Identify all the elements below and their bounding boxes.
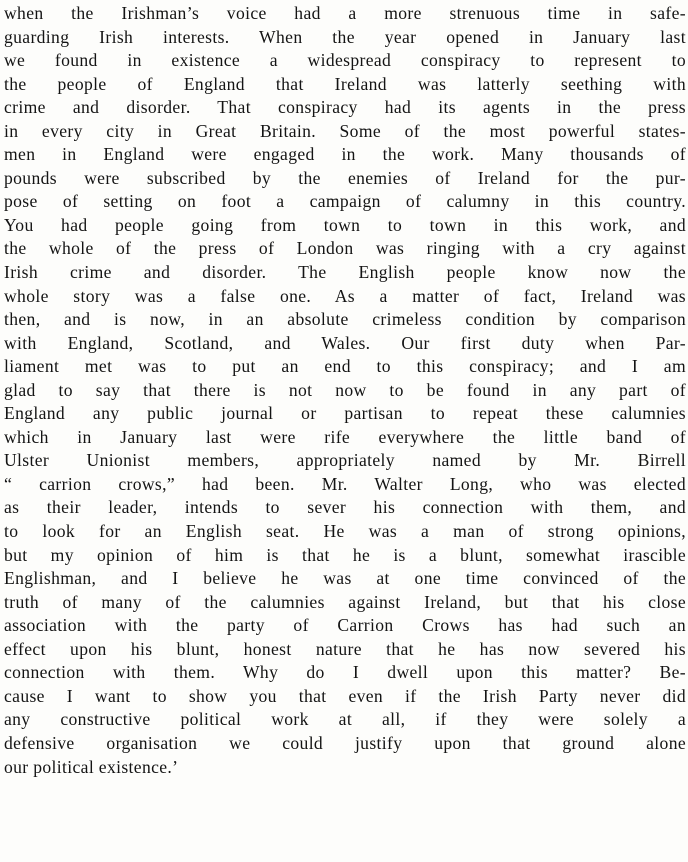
text-line: when the Irishman’s voice had a more strenuous time in safe- [4, 3, 686, 23]
text-line: the people of England that Ireland was latterly seething with [4, 73, 686, 94]
text-line: Irish crime and disorder. The English people know now the [4, 262, 686, 283]
text-line: any constructive political work at all, if they were solely a [4, 709, 686, 730]
text-line: effect upon his blunt, honest nature that he has now severed his [4, 638, 686, 659]
text-line: liament met was to put an end to this conspiracy; and I am [4, 356, 686, 377]
text-line: connection with them. Why do I dwell upon this matter? Be- [4, 662, 686, 683]
text-line: crime and disorder. That conspiracy had its agents in the press [4, 97, 686, 118]
text-line: with England, Scotland, and Wales. Our first duty when Par- [4, 332, 686, 353]
text-line: glad to say that there is not now to be found in any part of [4, 379, 686, 400]
text-line: we found in existence a widespread conspiracy to represent to [4, 50, 686, 71]
text-line: guarding Irish interests. When the year opened in January last [4, 26, 686, 47]
text-line: truth of many of the calumnies against Ireland, but that his close [4, 591, 686, 612]
text-line: association with the party of Carrion Crows has had such an [4, 615, 686, 636]
text-line: whole story was a false one. As a matter of fact, Ireland was [4, 285, 686, 306]
text-line: but my opinion of him is that he is a blunt, somewhat irascible [4, 544, 686, 565]
text-line-final: our political existence.’ [4, 756, 179, 777]
text-line: the whole of the press of London was ringing with a cry against [4, 238, 686, 259]
body-text [4, 2, 686, 779]
text-line: in every city in Great Britain. Some of the most powerful states- [4, 120, 686, 141]
text-line: cause I want to show you that even if the Irish Party never did [4, 685, 686, 706]
text-line: then, and is now, in an absolute crimeless condition by comparison [4, 309, 686, 330]
text-line: pounds were subscribed by the enemies of Ireland for the pur- [4, 167, 686, 188]
text-line: as their leader, intends to sever his connection with them, and [4, 497, 686, 518]
text-line: defensive organisation we could justify upon that ground alone [4, 732, 686, 753]
text-line: Ulster Unionist members, appropriately named by Mr. Birrell [4, 450, 686, 471]
text-line: pose of setting on foot a campaign of calumny in this country. [4, 191, 686, 212]
text-line: Englishman, and I believe he was at one time convinced of the [4, 568, 686, 589]
text-line: England any public journal or partisan to repeat these calumnies [4, 403, 686, 424]
text-line: to look for an English seat. He was a man of strong opinions, [4, 521, 686, 542]
text-line: which in January last were rife everywhere the little band of [4, 426, 686, 447]
text-line: You had people going from town to town in this work, and [4, 214, 686, 235]
text-line: men in England were engaged in the work. Many thousands of [4, 144, 686, 165]
text-line: “ carrion crows,” had been. Mr. Walter Long, who was elected [4, 473, 686, 494]
